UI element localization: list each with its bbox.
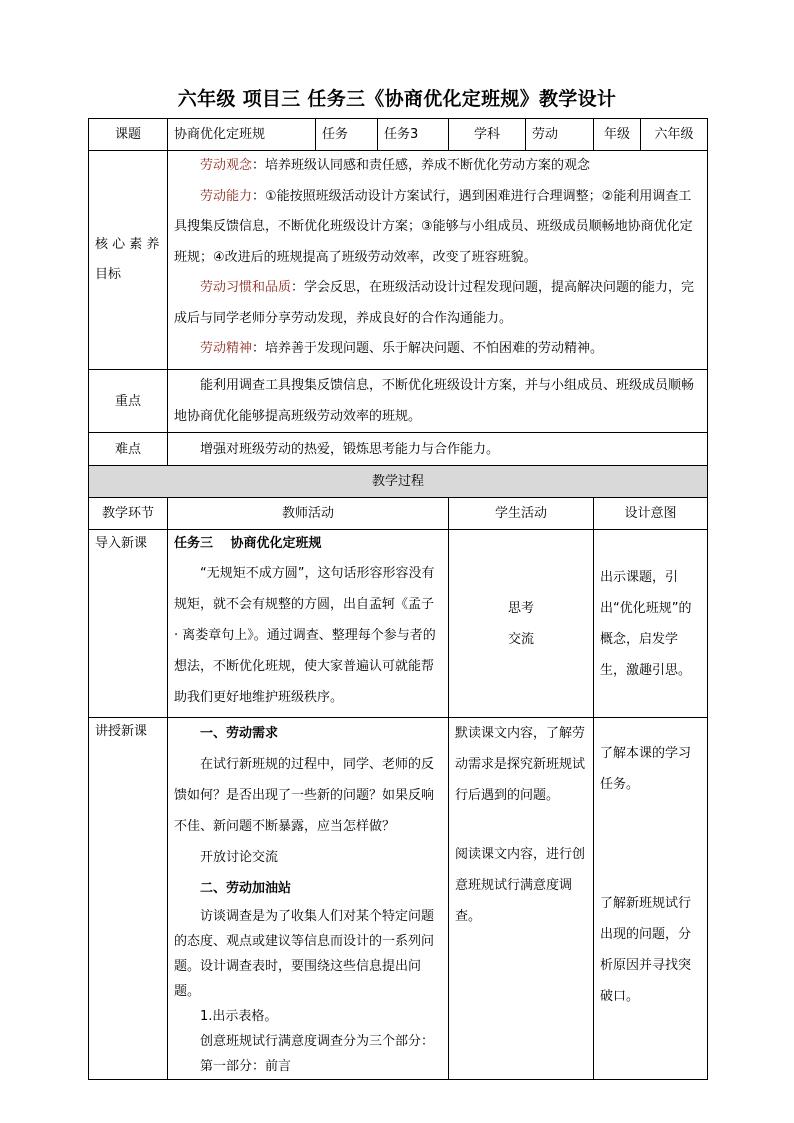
- col-teacher: 教师活动: [168, 498, 449, 530]
- process-header: 教学过程: [89, 466, 708, 498]
- sec1-text: 在试行新班规的过程中，同学、老师的反馈如何？是否出现了一些新的问题？如果反响不佳、新问题不断暴露，应当怎样做？: [174, 757, 435, 834]
- teach-student-2: 阅读课文内容，进行创意班规试行满意度调查。: [455, 847, 586, 924]
- core-item-concept: [174, 151, 701, 182]
- teach-intent: [594, 718, 708, 1080]
- teach-intent-1: 了解本课的学习任务。: [600, 746, 692, 792]
- course-value: 协商优化定班规: [168, 119, 316, 151]
- sec2-text: 访谈调查是为了收集人们对某个特定问题的态度、观点或建议等信息而设计的一系列问题。设计调查表时，要围绕这些信息提出问题。: [174, 909, 435, 999]
- teach-row: [89, 718, 708, 1080]
- key-row: [89, 370, 708, 433]
- core-item-text: ：培养班级认同感和责任感，养成不断优化劳动方案的观念: [252, 158, 591, 173]
- core-item-ability: [174, 182, 701, 274]
- core-item-head: 劳动能力: [200, 188, 253, 204]
- core-item-head: 劳动习惯和品质: [200, 280, 292, 295]
- process-header-row: [89, 466, 708, 498]
- core-label: [89, 151, 168, 370]
- intro-intent: 出示课题，引出“优化班规”的概念，启发学生，激趣引思。: [594, 530, 708, 718]
- intro-student-line2: 交流: [507, 631, 534, 647]
- grade-label: 年级: [594, 119, 641, 151]
- teach-student-1: 默读课文内容，了解劳动需求是探究新班规试行后遇到的问题。: [455, 726, 586, 803]
- intro-stage: 导入新课: [89, 530, 168, 718]
- core-item-habit: [174, 273, 701, 334]
- survey-intro: 创意班规试行满意度调查分为三个部分：: [200, 1034, 435, 1049]
- core-content: [168, 151, 708, 370]
- core-item-head: 劳动精神: [200, 341, 253, 356]
- sec2-title: 二、劳动加油站: [200, 881, 292, 896]
- sec1-title: 一、劳动需求: [200, 726, 279, 741]
- difficulty-text: 增强对班级劳动的热爱，锻炼思考能力与合作能力。: [200, 441, 500, 457]
- lesson-plan-table: [88, 118, 708, 1080]
- core-item-text: ：学会反思，在班级活动设计过程发现问题，提高解决问题的能力，完成后与同学老师分享劳动发现，养成良好的合作沟通能力。: [174, 280, 695, 326]
- difficulty-row: [89, 433, 708, 466]
- intro-row: [89, 530, 708, 718]
- teach-teacher: [168, 718, 449, 1080]
- process-columns-row: [89, 498, 708, 530]
- part1: 第一部分：前言: [200, 1059, 292, 1074]
- key-label: 重点: [89, 370, 168, 433]
- difficulty-label: 难点: [89, 433, 168, 466]
- step1: 1.出示表格。: [200, 1009, 278, 1024]
- intro-student: [449, 530, 594, 718]
- col-stage: 教学环节: [89, 498, 168, 530]
- grade-value: 六年级: [641, 119, 708, 151]
- core-label-line2: 目标: [95, 267, 122, 282]
- teach-student: [449, 718, 594, 1080]
- intro-student-line1: 思考: [507, 600, 534, 616]
- core-row: [89, 151, 708, 370]
- intro-teacher-text: “无规矩不成方圆”，这句话形容形容没有规矩，就不会有规整的方圆，出自孟轲《孟子 · 离娄章句上》。通过调查、整理每个参与者的想法，不断优化班规，使大家普遍认可就能帮助我们更好地维护班级秩序。: [174, 566, 436, 705]
- core-item-text: ：①能按照班级活动设计方案试行，遇到困难进行合理调整；②能利用调查工具搜集反馈信息，不断优化班级设计方案；③能够与小组成员、班级成员顺畅地协商优化定班规；④改进后的班规提高了班级劳动效率，改变了班容班貌。: [174, 188, 693, 265]
- subject-value: 劳动: [526, 119, 594, 151]
- task-value: 任务3: [378, 119, 449, 151]
- core-label-line1: 核 心 素 养: [95, 237, 160, 252]
- key-content: [168, 370, 708, 433]
- page-title: 六年级 项目三 任务三《协商优化定班规》教学设计: [177, 88, 617, 110]
- col-student: 学生活动: [449, 498, 594, 530]
- key-text: 能利用调查工具搜集反馈信息，不断优化班级设计方案，并与小组成员、班级成员顺畅地协商优化能够提高班级劳动效率的班规。: [174, 378, 695, 424]
- core-item-spirit: [174, 334, 701, 365]
- intro-teacher: [168, 530, 449, 718]
- course-label: 课题: [89, 119, 168, 151]
- teach-stage: 讲授新课: [89, 718, 168, 1080]
- core-item-text: ：培养善于发现问题、乐于解决问题、不怕困难的劳动精神。: [252, 341, 604, 356]
- info-row: [89, 119, 708, 151]
- task-label: 任务: [316, 119, 378, 151]
- teach-intent-2: 了解新班规试行出现的问题，分析原因并寻找突破口。: [600, 896, 692, 1004]
- core-item-head: 劳动观念: [200, 158, 253, 173]
- sec1-discuss: 开放讨论交流: [200, 850, 279, 865]
- difficulty-content: [168, 433, 708, 466]
- col-intent: 设计意图: [594, 498, 708, 530]
- intro-teacher-title: 任务三 协商优化定班规: [174, 536, 322, 551]
- subject-label: 学科: [449, 119, 526, 151]
